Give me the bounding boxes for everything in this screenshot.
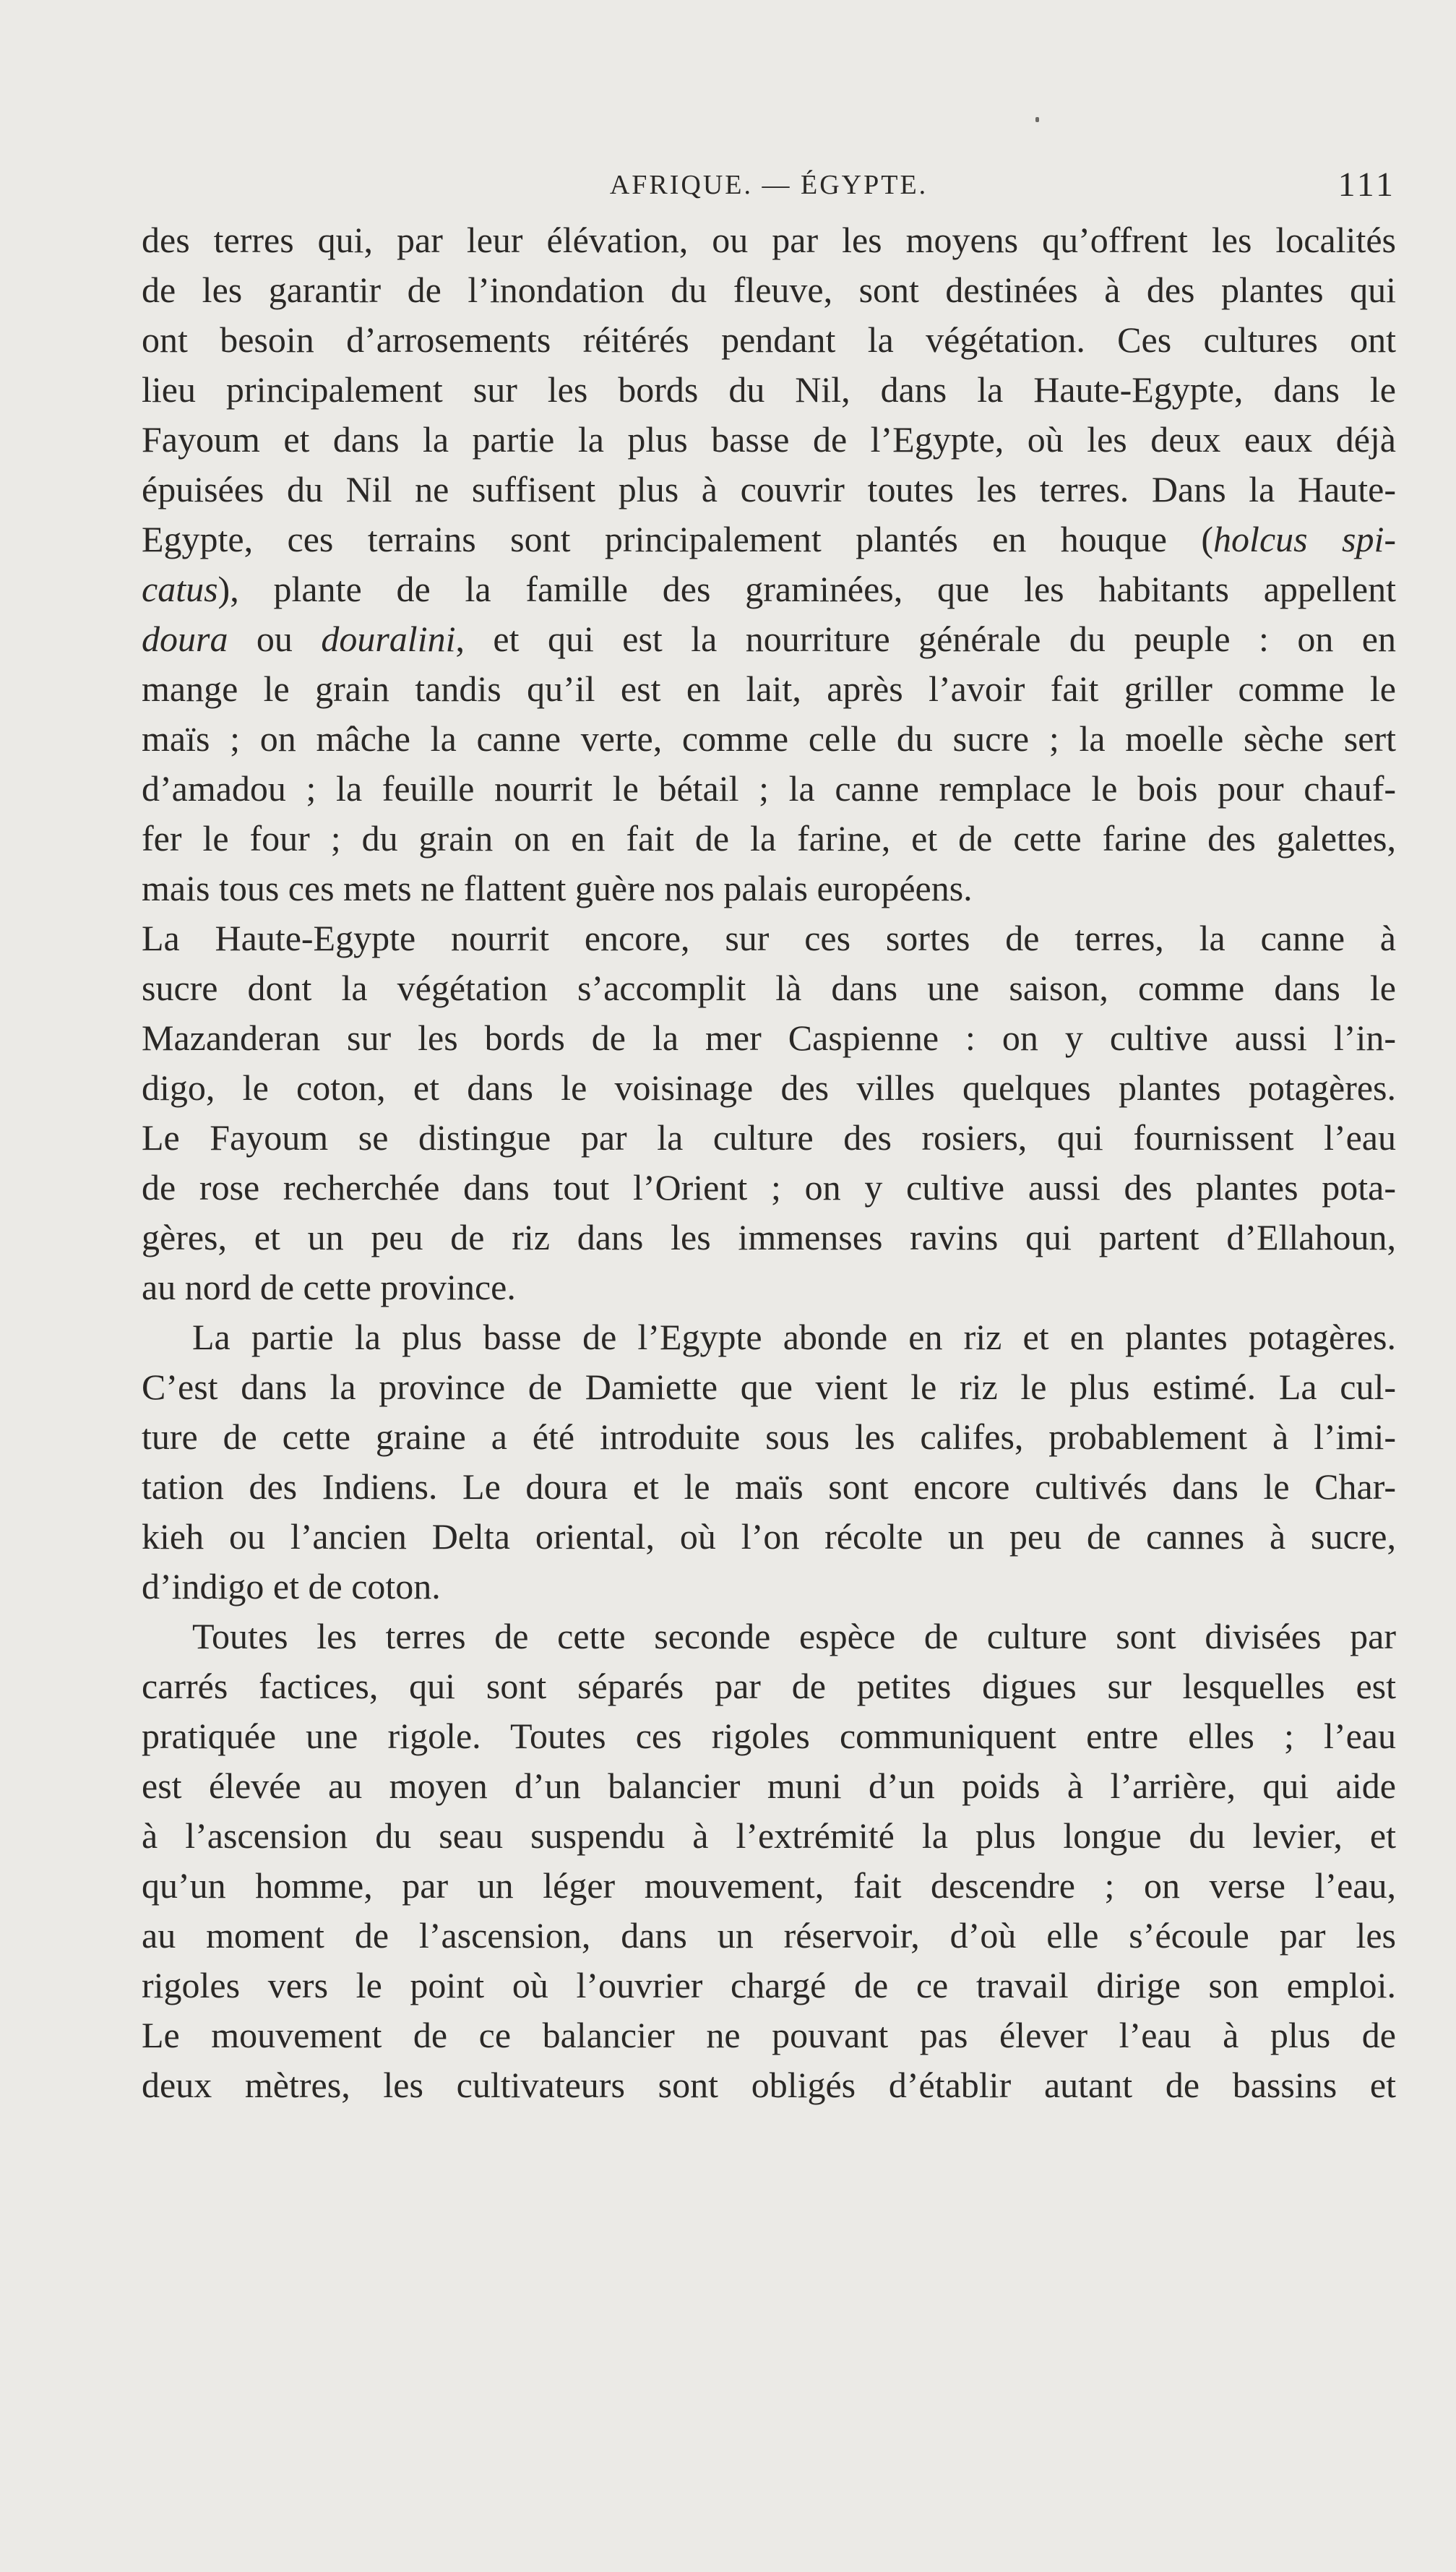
italic-term: douralini xyxy=(321,619,456,659)
text-line: lieu principalement sur les bords du Nil, dans la Haute-Egypte, dans le xyxy=(142,369,1396,410)
text-run: Egypte, ces terrains sont principalement plantés en houque ( xyxy=(142,519,1214,559)
text-line: d’indigo et de coton. xyxy=(142,1566,441,1607)
text-line: ont besoin d’arrosements réitérés pendant la végétation. Ces cultures ont xyxy=(142,319,1396,360)
text-line: C’est dans la province de Damiette que vient le riz le plus estimé. La cul- xyxy=(142,1367,1396,1407)
text-line: maïs ; on mâche la canne verte, comme celle du sucre ; la moelle sèche sert xyxy=(142,718,1396,759)
text-line: épuisées du Nil ne suffisent plus à couvrir toutes les terres. Dans la Haute- xyxy=(142,469,1396,509)
text-line: Toutes les terres de cette seconde espèce de culture sont divisées par xyxy=(192,1616,1396,1656)
text-line xyxy=(142,515,1396,564)
text-line xyxy=(142,564,1396,614)
text-line: tation des Indiens. Le doura et le maïs sont encore cultivés dans le Char- xyxy=(142,1466,1396,1507)
running-head: AFRIQUE. — ÉGYPTE. xyxy=(609,170,929,200)
text-line: des terres qui, par leur élévation, ou par les moyens qu’offrent les localités xyxy=(142,220,1396,260)
ink-speck xyxy=(1035,117,1039,122)
body-text xyxy=(142,215,1396,2110)
text-line: deux mètres, les cultivateurs sont obligés d’établir autant de bassins et xyxy=(142,2065,1396,2105)
text-line: Le mouvement de ce balancier ne pouvant pas élever l’eau à plus de xyxy=(142,2015,1396,2055)
text-line: digo, le coton, et dans le voisinage des villes quelques plantes potagères. xyxy=(142,1067,1396,1108)
text-line: qu’un homme, par un léger mouvement, fait descendre ; on verse l’eau, xyxy=(142,1865,1396,1906)
italic-term: holcus spi- xyxy=(1213,519,1396,559)
text-run: , et qui est la nourriture générale du peuple : on en xyxy=(455,619,1396,659)
text-line: gères, et un peu de riz dans les immenses ravins qui partent d’Ellahoun, xyxy=(142,1217,1396,1257)
text-line: Mazanderan sur les bords de la mer Caspienne : on y cultive aussi l’in- xyxy=(142,1018,1396,1058)
text-line: d’amadou ; la feuille nourrit le bétail ; la canne remplace le bois pour chauf- xyxy=(142,768,1396,809)
text-line: à l’ascension du seau suspendu à l’extrémité la plus longue du levier, et xyxy=(142,1815,1396,1856)
text-line: carrés factices, qui sont séparés par de petites digues sur lesquelles est xyxy=(142,1666,1396,1706)
text-line: Le Fayoum se distingue par la culture des rosiers, qui fournissent l’eau xyxy=(142,1117,1396,1158)
text-line: La partie la plus basse de l’Egypte abonde en riz et en plantes potagères. xyxy=(192,1317,1396,1357)
text-line: au moment de l’ascension, dans un réservoir, d’où elle s’écoule par les xyxy=(142,1915,1396,1956)
page-number: 111 xyxy=(1337,165,1396,204)
text-line: sucre dont la végétation s’accomplit là dans une saison, comme dans le xyxy=(142,968,1396,1008)
text-line: de rose recherchée dans tout l’Orient ; on y cultive aussi des plantes pota- xyxy=(142,1167,1396,1208)
text-line: La Haute-Egypte nourrit encore, sur ces sortes de terres, la canne à xyxy=(142,918,1396,958)
text-line: fer le four ; du grain on en fait de la farine, et de cette farine des galettes, xyxy=(142,818,1396,859)
text-line: ture de cette graine a été introduite sous les califes, probablement à l’imi- xyxy=(142,1416,1396,1457)
italic-term: catus xyxy=(142,569,218,609)
text-line: pratiquée une rigole. Toutes ces rigoles communiquent entre elles ; l’eau xyxy=(142,1716,1396,1756)
text-line: Fayoum et dans la partie la plus basse de l’Egypte, où les deux eaux déjà xyxy=(142,419,1396,460)
text-line: de les garantir de l’inondation du fleuve, sont destinées à des plantes qui xyxy=(142,270,1396,310)
text-line xyxy=(142,614,1396,664)
italic-term: doura xyxy=(142,619,228,659)
text-line: est élevée au moyen d’un balancier muni d’un poids à l’arrière, qui aide xyxy=(142,1765,1396,1806)
text-line: kieh ou l’ancien Delta oriental, où l’on récolte un peu de cannes à sucre, xyxy=(142,1516,1396,1557)
page-header xyxy=(142,165,1396,208)
text-run: ), plante de la famille des graminées, que les habitants appellent xyxy=(217,569,1396,609)
text-run: ou xyxy=(228,619,322,659)
text-line: rigoles vers le point où l’ouvrier chargé de ce travail dirige son emploi. xyxy=(142,1965,1396,2005)
text-line: mais tous ces mets ne flattent guère nos palais européens. xyxy=(142,868,973,908)
text-line: au nord de cette province. xyxy=(142,1267,516,1307)
text-line: mange le grain tandis qu’il est en lait, après l’avoir fait griller comme le xyxy=(142,668,1396,709)
